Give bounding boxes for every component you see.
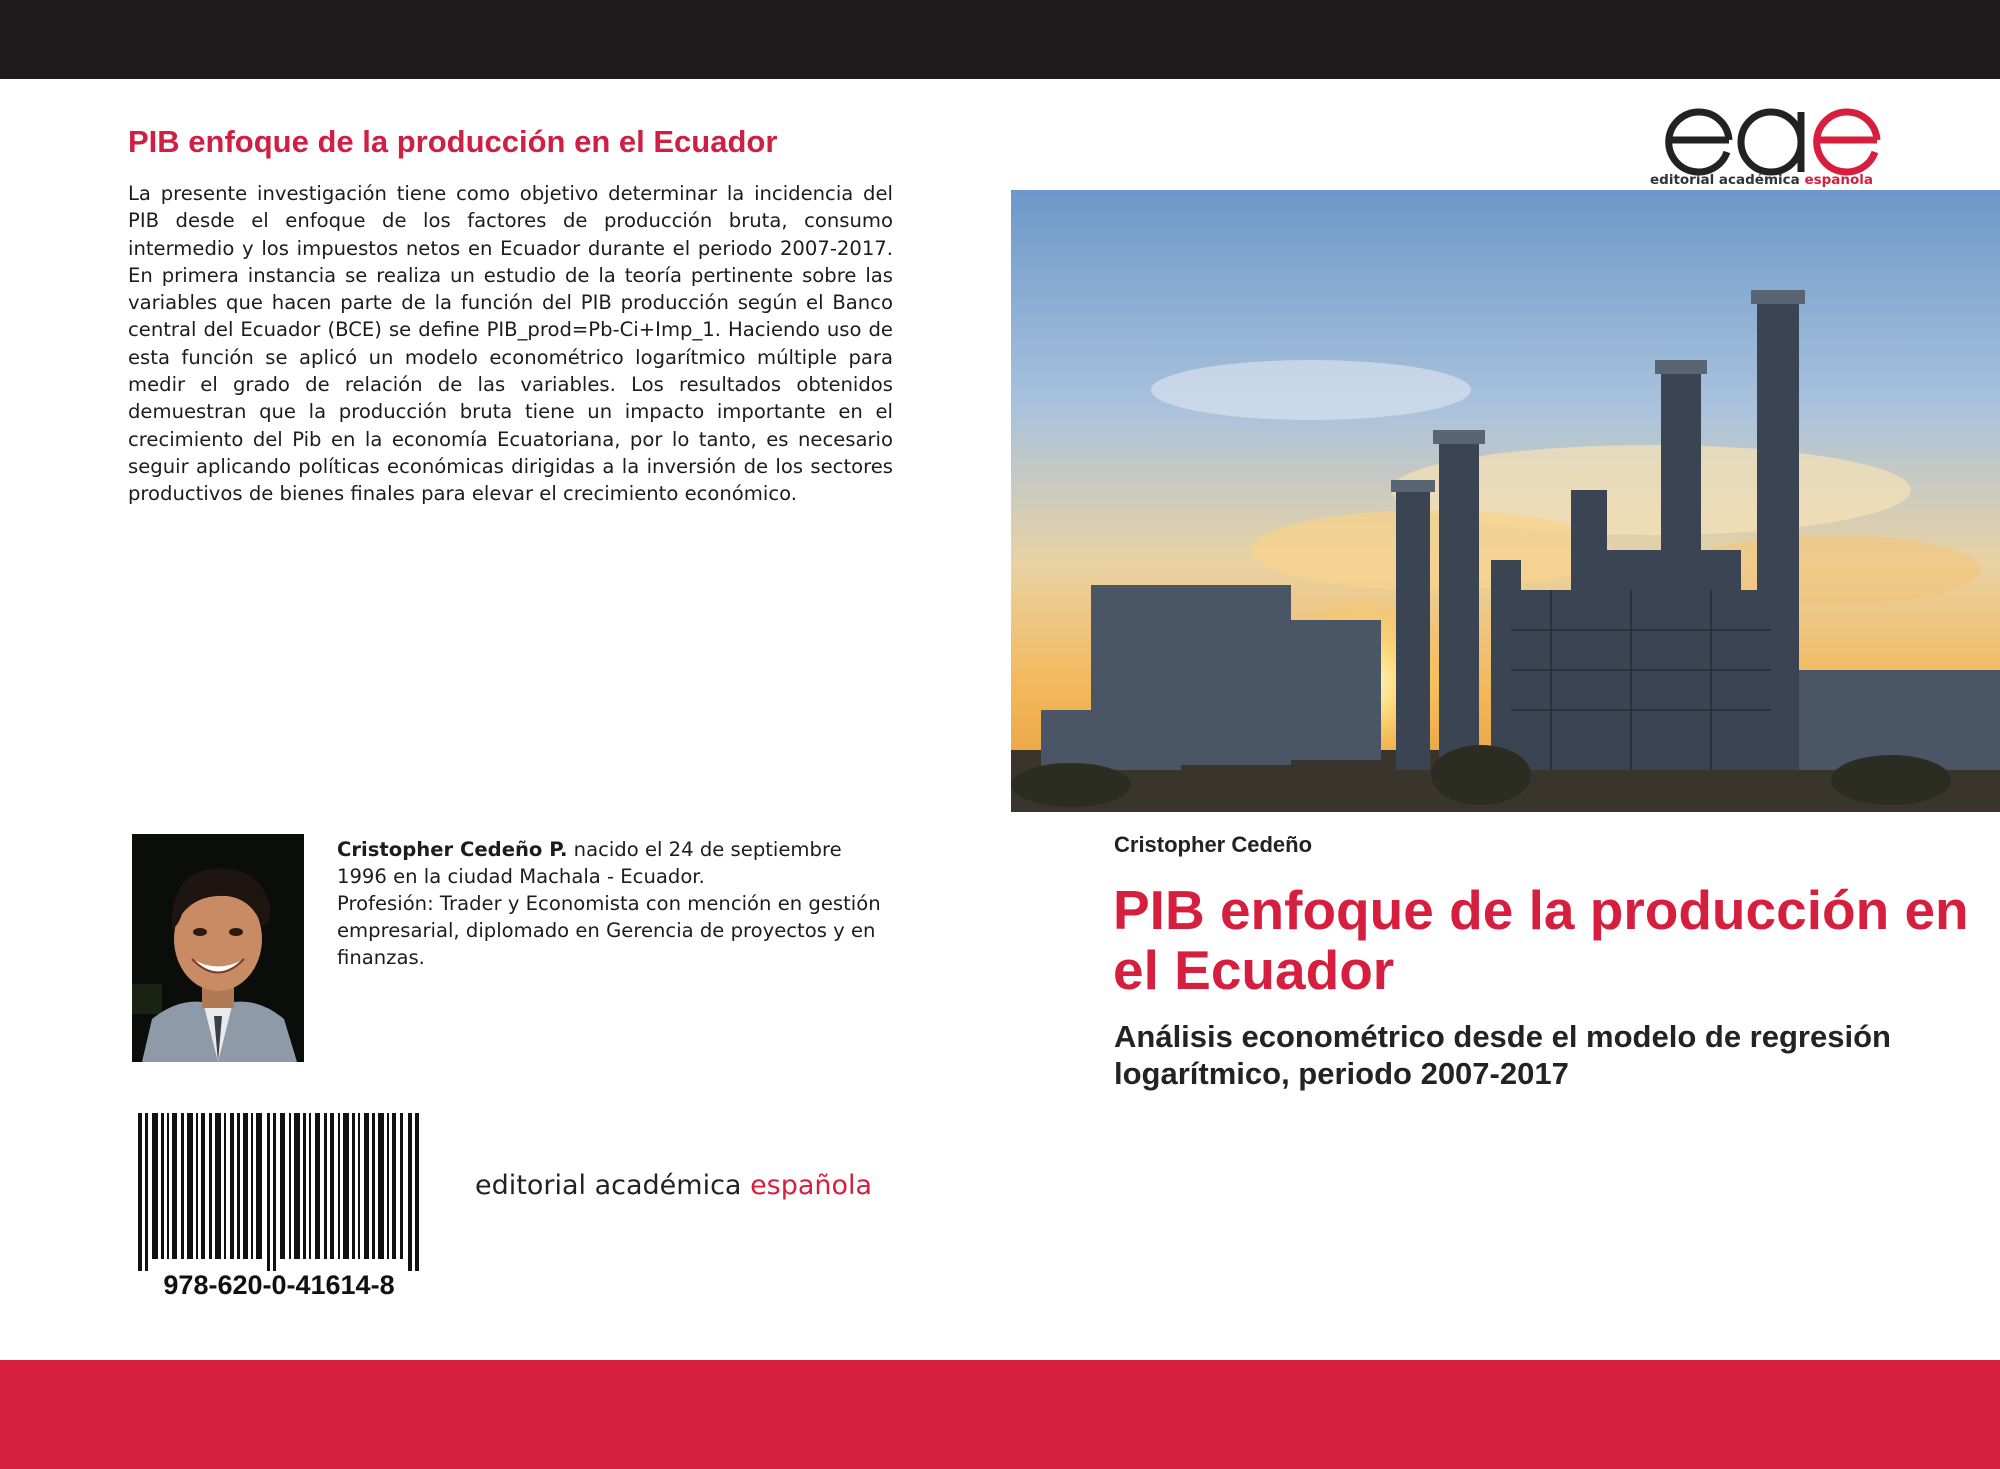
author-photo [132,834,304,1062]
back-imprint [475,1170,872,1201]
back-imprint-accent: española [750,1170,873,1201]
logo-caption-main: editorial académica [1650,172,1805,188]
back-imprint-main: editorial académica [475,1170,751,1201]
front-cover-subtitle: Análisis econométrico desde el modelo de regresión logarítmico, periodo 2007-2017 [1114,1019,1891,1091]
author-bio [337,836,897,971]
logo-caption [1650,172,1873,188]
logo-caption-accent: española [1804,172,1874,188]
isbn-barcode [138,1113,420,1271]
back-cover-title: PIB enfoque de la producción en el Ecuador [128,124,778,159]
author-bio-text: nacido el 24 de septiembre 1996 en la ciudad Machala - Ecuador. [337,838,842,888]
front-cover-author: Cristopher Cedeño [1114,832,1313,857]
isbn-number: 978-620-0-41614-8 [163,1270,395,1300]
back-cover-blurb: La presente investigación tiene como objetivo determinar la incidencia del PIB desde el enfoque de los factores de producción bruta, consumo intermedio y los impuestos netos en Ecuador durante el periodo 2007-2017. En primera instancia se realiza un estudio de la teoría pertinente sobre las variables que hacen parte de la función del PIB producción según el Banco central del Ecuador (BCE) se define PIB_prod=Pb-Ci+Imp_1. Haciendo uso de esta función se aplicó un modelo econométrico logarítmico múltiple para medir el grado de relación de las variables. Los resultados obtenidos demuestran que la producción bruta tiene un impacto importante en el crecimiento del Pib en la economía Ecuatoriana, por lo tanto, es necesario seguir aplicando políticas económicas dirigidas a la inversión de los sectores productivos de bienes finales para elevar el crecimiento económico. [128,182,893,506]
author-bio-profession: Profesión: Trader y Economista con mención en gestión empresarial, diplomado en Gerencia de proyectos y en finanzas. [337,892,881,969]
front-cover-title: PIB enfoque de la producción en el Ecuador [1113,879,1969,1001]
top-band [0,0,2000,79]
author-bio-name: Cristopher Cedeño P. [337,838,568,861]
bottom-band [0,1360,2000,1469]
cover-photo-power-plant [1011,190,2000,812]
